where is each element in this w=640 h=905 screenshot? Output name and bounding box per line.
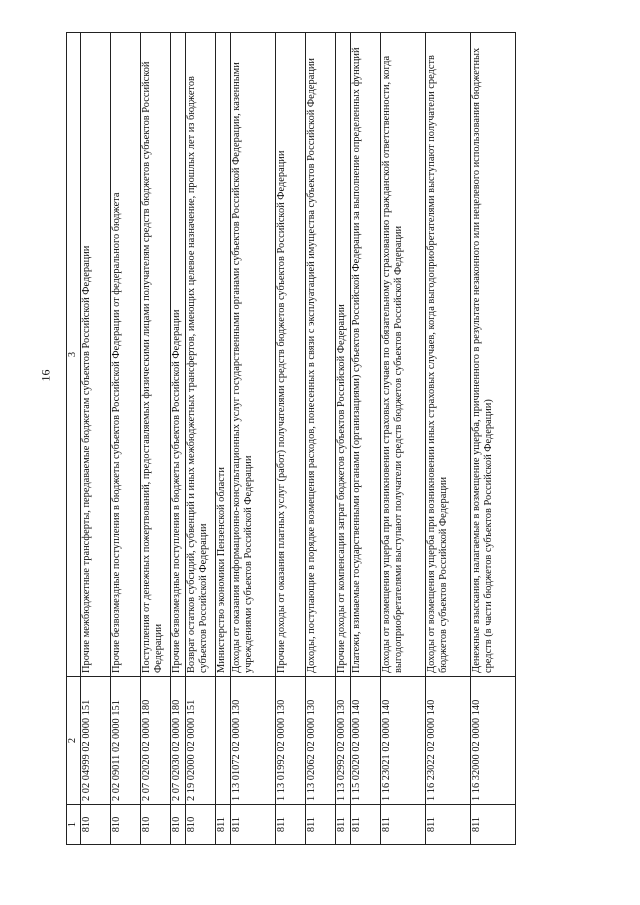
budget-code-cell: 1 13 01992 02 0000 130: [276, 677, 306, 805]
ministry-name-cell: Министерство экономики Пензенской области: [216, 33, 231, 677]
table-row: [171, 33, 186, 845]
table-header-row: [67, 33, 81, 845]
budget-code-cell: 2 19 02000 02 0000 151: [186, 677, 216, 805]
table-row: [231, 33, 276, 845]
header-col-2: 2: [67, 677, 81, 805]
revenue-name-cell: Прочие безвозмездные поступления в бюджеты субъектов Российской Федерации: [171, 33, 186, 677]
revenue-name-cell: Возврат остатков субсидий, субвенций и иных межбюджетных трансфертов, имеющих целевое назначение, прошлых лет из бюджетов субъектов Российской Федерации: [186, 33, 216, 677]
budget-code-cell: 1 13 01072 02 0000 130: [231, 677, 276, 805]
table-row: [276, 33, 306, 845]
table-row: [471, 33, 516, 845]
admin-code-cell: 810: [171, 805, 186, 845]
admin-code-cell: 811: [231, 805, 276, 845]
admin-code-cell: 810: [81, 805, 111, 845]
admin-code-cell: 811: [216, 805, 231, 845]
revenue-codes-table: [66, 32, 516, 845]
admin-code-cell: 811: [381, 805, 426, 845]
budget-code-cell: 1 16 23021 02 0000 140: [381, 677, 426, 805]
admin-code-cell: 810: [111, 805, 141, 845]
table-row: [141, 33, 171, 845]
revenue-name-cell: Доходы от оказания информационно-консультационных услуг государственными органами субъектов Российской Федерации, казенными учреждениями субъектов Российской Федерации: [231, 33, 276, 677]
budget-code-cell: 2 02 04999 02 0000 151: [81, 677, 111, 805]
revenue-name-cell: Денежные взыскания, налагаемые в возмещение ущерба, причиненного в результате незаконного или нецелевого использования бюджетных средств (в части бюджетов субъектов Российской Федерации): [471, 33, 516, 677]
header-col-3: 3: [67, 33, 81, 677]
table-row: [336, 33, 351, 845]
table-row: [426, 33, 471, 845]
table-row: [111, 33, 141, 845]
table-row: [381, 33, 426, 845]
table-row: [306, 33, 336, 845]
admin-code-cell: 810: [186, 805, 216, 845]
admin-code-cell: 810: [141, 805, 171, 845]
revenue-name-cell: Прочие межбюджетные трансферты, передаваемые бюджетам субъектов Российской Федерации: [81, 33, 111, 677]
revenue-name-cell: Платежи, взимаемые государственными органами (организациями) субъектов Российской Федерации за выполнение определенных функций: [351, 33, 381, 677]
revenue-name-cell: Доходы от возмещения ущерба при возникновении страховых случаев по обязательному страхованию гражданской ответственности, когда выгодоприобретателями выступают получатели средств бюджетов субъектов Российской Федерации: [381, 33, 426, 677]
budget-code-cell: 1 16 32000 02 0000 140: [471, 677, 516, 805]
admin-code-cell: 811: [426, 805, 471, 845]
admin-code-cell: 811: [351, 805, 381, 845]
table-row: [81, 33, 111, 845]
admin-code-cell: 811: [336, 805, 351, 845]
page-number: 16: [38, 369, 53, 382]
table-row: [186, 33, 216, 845]
budget-code-cell: 2 07 02030 02 0000 180: [171, 677, 186, 805]
budget-code-cell: 2 07 02020 02 0000 180: [141, 677, 171, 805]
revenue-name-cell: Прочие безвозмездные поступления в бюджеты субъектов Российской Федерации от федерального бюджета: [111, 33, 141, 677]
header-col-1: 1: [67, 805, 81, 845]
revenue-codes-table-rotated: [66, 33, 530, 845]
admin-code-cell: 811: [471, 805, 516, 845]
revenue-name-cell: Доходы от возмещения ущерба при возникновении иных страховых случаев, когда выгодоприобретателями выступают получатели средств бюджетов субъектов Российской Федерации: [426, 33, 471, 677]
revenue-name-cell: Прочие доходы от компенсации затрат бюджетов субъектов Российской Федерации: [336, 33, 351, 677]
admin-code-cell: 811: [306, 805, 336, 845]
revenue-name-cell: Поступления от денежных пожертвований, предоставляемых физическими лицами получателям средств бюджетов субъектов Российской Федерации: [141, 33, 171, 677]
budget-code-cell: 2 02 09011 02 0000 151: [111, 677, 141, 805]
budget-code-cell: [216, 677, 231, 805]
table-row-ministry: [216, 33, 231, 845]
budget-code-cell: 1 13 02062 02 0000 130: [306, 677, 336, 805]
budget-code-cell: 1 15 02020 02 0000 140: [351, 677, 381, 805]
table-row: [351, 33, 381, 845]
budget-code-cell: 1 13 02992 02 0000 130: [336, 677, 351, 805]
revenue-name-cell: Доходы, поступающие в порядке возмещения расходов, понесенных в связи с эксплуатацией имущества субъектов Российской Федерации: [306, 33, 336, 677]
budget-code-cell: 1 16 23022 02 0000 140: [426, 677, 471, 805]
revenue-name-cell: Прочие доходы от оказания платных услуг (работ) получателями средств бюджетов субъектов Российской Федерации: [276, 33, 306, 677]
admin-code-cell: 811: [276, 805, 306, 845]
